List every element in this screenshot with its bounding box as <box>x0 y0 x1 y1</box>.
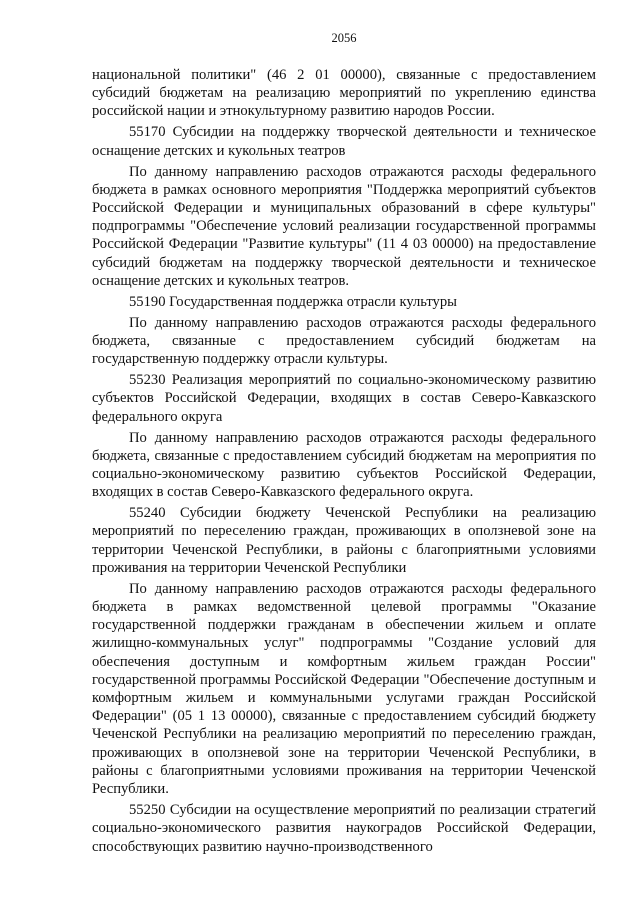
section-heading-55190: 55190 Государственная поддержка отрасли культуры <box>129 293 457 310</box>
section-heading-55240: 55240 Субсидии бюджету Чеченской Республики на реализацию мероприятий по переселению граждан, проживающих в оползневой зоне на территории Чеченской Республики, в районы с благоприятными условиями проживания на территории Чеченской Республики <box>92 505 596 576</box>
section-heading-55250: 55250 Субсидии на осуществление мероприятий по реализации стратегий социально-экономического развития наукоградов Российской Федерации, способствующих развитию научно-производственного <box>92 802 596 855</box>
section-heading-55170: 55170 Субсидии на поддержку творческой деятельности и техническое оснащение детских и кукольных театров <box>92 124 596 159</box>
paragraph-55190-description: По данному направлению расходов отражаются расходы федерального бюджета, связанные с предоставлением субсидий бюджетам на государственную поддержку отрасли культуры. <box>92 314 596 368</box>
paragraph-continuation: национальной политики" (46 2 01 00000), связанные с предоставлением субсидий бюджетам на реализацию мероприятий по укреплению единства российской нации и этнокультурному развитию народов России. <box>92 67 596 120</box>
paragraph-55230-description: По данному направлению расходов отражаются расходы федерального бюджета, связанные с предоставлением субсидий бюджетам на мероприятия по социально-экономическому развитию субъектов Российской Федерации, входящих в состав Северо-Кавказского федерального округа. <box>92 429 596 501</box>
document-page <box>92 30 596 856</box>
paragraph-55170-description: По данному направлению расходов отражаются расходы федерального бюджета в рамках основного мероприятия "Поддержка мероприятий субъектов Российской Федерации и муниципальных образований в сфере культуры" подпрограммы "Обеспечение условий реализации государственной программы Российской Федерации "Развитие культуры" (11 4 03 00000) на предоставление субсидий бюджетам на поддержку творческой деятельности и техническое оснащение детских и кукольных театров. <box>92 163 596 289</box>
paragraph-55240-description: По данному направлению расходов отражаются расходы федерального бюджета в рамках ведомственной целевой программы "Оказание государственной поддержки гражданам в обеспечении жильем и оплате жилищно-коммунальных услуг" подпрограммы "Создание условий для обеспечения доступным и комфортным жильем граждан России" государственной программы Российской Федерации "Обеспечение доступным и комфортным жильем и коммунальными услугами граждан Российской Федерации" (05 1 13 00000), связанные с предоставлением субсидий бюджету Чеченской Республики на реализацию мероприятий по переселению граждан, проживающих в оползневой зоне на территории Чеченской Республики, в районы с благоприятными условиями проживания на территории Чеченской Республики. <box>92 580 596 798</box>
section-heading-55230: 55230 Реализация мероприятий по социально-экономическому развитию субъектов Российской Федерации, входящих в состав Северо-Кавказского федерального округа <box>92 372 596 425</box>
page-number: 2056 <box>331 31 357 45</box>
